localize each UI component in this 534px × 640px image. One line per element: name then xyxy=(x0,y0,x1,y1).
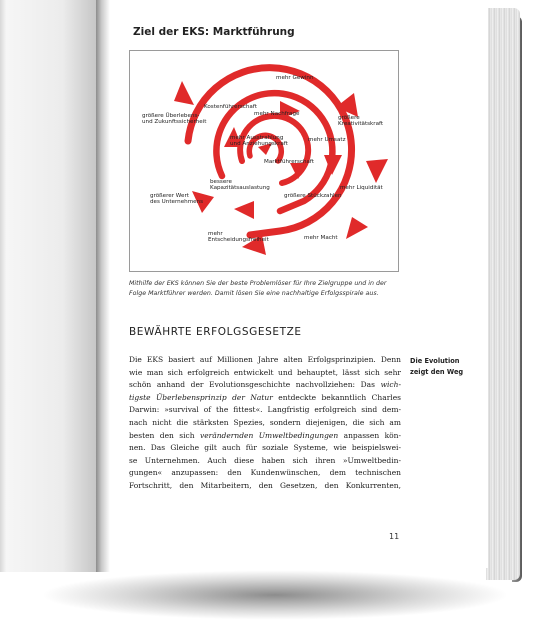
book-gutter xyxy=(96,0,110,572)
body-line xyxy=(129,467,401,480)
spiral-label-groesserer-wert: größerer Wert des Unternehmens xyxy=(150,193,204,206)
spiral-label-mehr-macht: mehr Macht xyxy=(304,235,338,241)
body-line xyxy=(129,442,401,455)
spiral-label-groessere-ueberlebens: größere Überlebens- und Zukunftssicherheit xyxy=(142,113,207,126)
left-page xyxy=(0,0,104,572)
spiral-label-groessere-stueckzahlen: größere Stückzahlen xyxy=(284,193,342,199)
page-block xyxy=(486,8,520,580)
spiral-label-mehr-gewinn: mehr Gewinn xyxy=(276,75,314,81)
body-line xyxy=(129,404,401,417)
spiral-arrow-right xyxy=(366,159,388,183)
body-line xyxy=(129,367,401,380)
body-line xyxy=(129,430,401,443)
body-text-segment: nach nicht die stärksten Spezies, sondern diejenigen, die sich am xyxy=(129,417,401,427)
body-text-segment: gungen« anzupassen: den Kundenwünschen, dem technischen xyxy=(129,468,401,478)
body-line xyxy=(129,417,401,430)
body-text xyxy=(129,354,401,493)
spiral-arrow-top xyxy=(174,81,194,105)
book-shadow xyxy=(40,570,510,620)
body-line xyxy=(129,480,401,493)
body-emphasis: tigste Überlebensprinzip der Natur xyxy=(129,392,273,402)
figure-caption: Mithilfe der EKS können Sie der beste Problemlöser für Ihre Zielgruppe und in der Folge Marktführer werden. Damit lösen Sie eine nachhaltige Erfolgsspirale aus. xyxy=(129,280,387,297)
spiral-label-mehr-nachfrage: mehr Nachfrage xyxy=(254,111,300,117)
body-emphasis: wich- xyxy=(380,380,401,390)
body-text-segment: schön anhand der Evolutionsgeschichte nachvollziehen: Das xyxy=(129,380,381,390)
body-line xyxy=(129,455,401,468)
body-line xyxy=(129,354,401,367)
body-text-segment: anpassen kön- xyxy=(338,430,402,440)
spiral-label-mehr-liquiditaet: mehr Liquidität xyxy=(340,185,383,191)
body-text-segment: nen. Das Gleiche gilt auch für soziale Systeme, wie beispielswei- xyxy=(129,443,401,453)
body-text-segment: wie man sich erfolgreich entwickelt und behauptet, lässt sich sehr xyxy=(129,367,401,377)
body-text-segment: besten den sich xyxy=(129,430,200,440)
spiral-label-bessere-kapazitaet: bessere Kapazitätsauslastung xyxy=(210,179,270,192)
body-line xyxy=(129,379,401,392)
body-text-segment: Darwin: »survival of the fittest«. Langfristig erfolgreich sind dem- xyxy=(129,405,401,415)
spiral-label-mehr-entscheidungsfreiheit: mehr Entscheidungsfreiheit xyxy=(208,231,269,244)
body-emphasis: verändernden Umweltbedingungen xyxy=(199,430,339,440)
body-line xyxy=(129,392,401,405)
body-text-segment: entdeckte bekanntlich Charles xyxy=(272,392,401,402)
spiral-label-kostenfuehrerschaft: Kostenführerschaft xyxy=(204,104,257,110)
success-spiral-figure xyxy=(129,50,399,272)
section-title: BEWÄHRTE ERFOLGSGESETZE xyxy=(129,326,302,338)
body-text-segment: Fortschritt, den Mitarbeitern, den Gesetzen, den Konkurrenten, xyxy=(129,480,401,490)
margin-note: Die Evolution zeigt den Weg xyxy=(410,357,464,376)
spiral-label-mehr-ausstrahlung: mehr Ausstrahlung und Anziehungskraft xyxy=(230,135,288,148)
spiral-arrow-bottom-right xyxy=(346,217,368,239)
spiral-arrow-mid-bottom xyxy=(234,201,254,219)
spiral-label-groessere-kreativitaet: größere Kreativitätskraft xyxy=(338,115,384,128)
body-text-segment: Die EKS basiert auf Millionen Jahre alten Erfolgsprinzipien. Denn xyxy=(129,355,401,364)
spiral-label-marktfuehrerschaft: Marktführerschaft xyxy=(264,159,314,165)
body-text-segment: se Unternehmen. Auch diese haben sich ihren »Umweltbedin- xyxy=(129,455,401,465)
spiral-label-mehr-umsatz: mehr Umsatz xyxy=(308,137,346,143)
left-page-edge xyxy=(0,0,6,572)
page-number: 11 xyxy=(389,532,400,541)
page-headline: Ziel der EKS: Marktführung xyxy=(133,26,295,38)
